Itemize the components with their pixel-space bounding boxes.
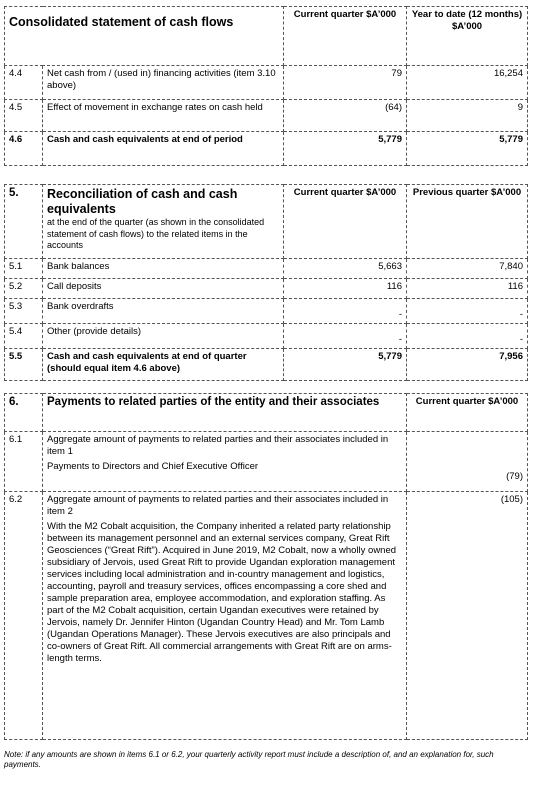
related-party-table [4, 393, 528, 740]
table-row: 5.4 Other (provide details) - - [5, 324, 528, 349]
related-party-header-row [5, 394, 528, 432]
reconciliation-table [4, 184, 528, 381]
col-year-to-date: Year to date (12 months) $A’000 [407, 7, 528, 66]
col-current-quarter: Current quarter $A’000 [407, 394, 528, 432]
table-row: 4.5 Effect of movement in exchange rates on cash held (64) 9 [5, 100, 528, 132]
related-party-61-detail: Payments to Directors and Chief Executive Officer [47, 461, 259, 472]
table-row: 5.3 Bank overdrafts - - [5, 299, 528, 324]
section-number: 6. [5, 394, 43, 432]
table-row: 5.5 Cash and cash equivalents at end of quarter (should equal item 4.6 above) 5,779 7,956 [5, 349, 528, 381]
col-current-quarter: Current quarter $A’000 [284, 7, 407, 66]
reconciliation-title-cell [43, 185, 284, 259]
table-row: 5.2 Call deposits 116 116 [5, 279, 528, 299]
cash-flow-table [4, 6, 528, 166]
table-row: 4.4 Net cash from / (used in) financing activities (item 3.10 above) 79 16,254 [5, 66, 528, 100]
reconciliation-subtitle: at the end of the quarter (as shown in the consolidated statement of cash flows) to the related items in the accounts [47, 217, 265, 250]
table-row: 6.1 Aggregate amount of payments to related parties and their associates included in item 1 Payments to Directors and Chief Executive Officer (79) [5, 432, 528, 492]
cash-flow-title: Consolidated statement of cash flows [5, 7, 284, 66]
reconciliation-title: Reconciliation of cash and cash equivalents [47, 187, 238, 216]
reconciliation-header-row [5, 185, 528, 259]
footnote: Note: if any amounts are shown in items 6.1 or 6.2, your quarterly activity report must include a description of, and an explanation for, such payments. [4, 750, 494, 769]
related-party-62-label: Aggregate amount of payments to related parties and their associates included in item 2 [47, 494, 389, 517]
cash-flow-header-row [5, 7, 528, 66]
table-row: 6.2 Aggregate amount of payments to related parties and their associates included in item 2 With the M2 Cobalt acquisition, the Company inherited a related party relationship between its management personnel and an external services company, Great Rift Geosciences (“Great Rift”). Acquired in June 2019, M2 Cobalt, now a wholly owned subsidiary of Jervois, used Great Rift to provide Ugandan exploration management services including local administration and in-country management and logistics, accounting, payroll and treasury services, offices encompassing a core shed and sample preparation area, employee accommodation, and exploration staffing. As part of the M2 Cobalt acquisition, certain Ugandan executives were retained by Jervois, namely Dr. Jennifer Hinton (Ugandan Country Head) and Mr. Tom Lamb (Ugandan Operations Manager). These Jervois executives are also principals and co-owners of Great Rift. All commercial arrangements with Great Rift are on arms- length terms. (105) [5, 492, 528, 740]
related-party-title: Payments to related parties of the entity and their associates [43, 394, 407, 432]
section-number: 5. [5, 185, 43, 259]
table-row: 4.6 Cash and cash equivalents at end of period 5,779 5,779 [5, 132, 528, 166]
related-party-62-detail: With the M2 Cobalt acquisition, the Company inherited a related party relationship between its management personnel and an external services company, Great Rift Geosciences (“Great Rift”). Acquired in June 2019, M2 Cobalt, now a wholly owned subsidiary of Jervois, used Great Rift to provide Ugandan exploration management services including local administration and in-country management and logistics, accounting, payroll and treasury services, offices encompassing a core shed and sample preparation area, employee accommodation, and exploration staffing. As part of the M2 Cobalt acquisition, certain Ugandan executives were retained by Jervois, namely Dr. Jennifer Hinton (Ugandan Country Head) and Mr. Tom Lamb (Ugandan Operations Manager). These Jervois executives are also principals and co-owners of Great Rift. All commercial arrangements with Great Rift are on arms- length terms. [47, 521, 397, 664]
table-row: 5.1 Bank balances 5,663 7,840 [5, 259, 528, 279]
col-current-quarter: Current quarter $A’000 [284, 185, 407, 259]
related-party-61-label: Aggregate amount of payments to related parties and their associates included in item 1 [47, 434, 389, 457]
col-previous-quarter: Previous quarter $A’000 [407, 185, 528, 259]
